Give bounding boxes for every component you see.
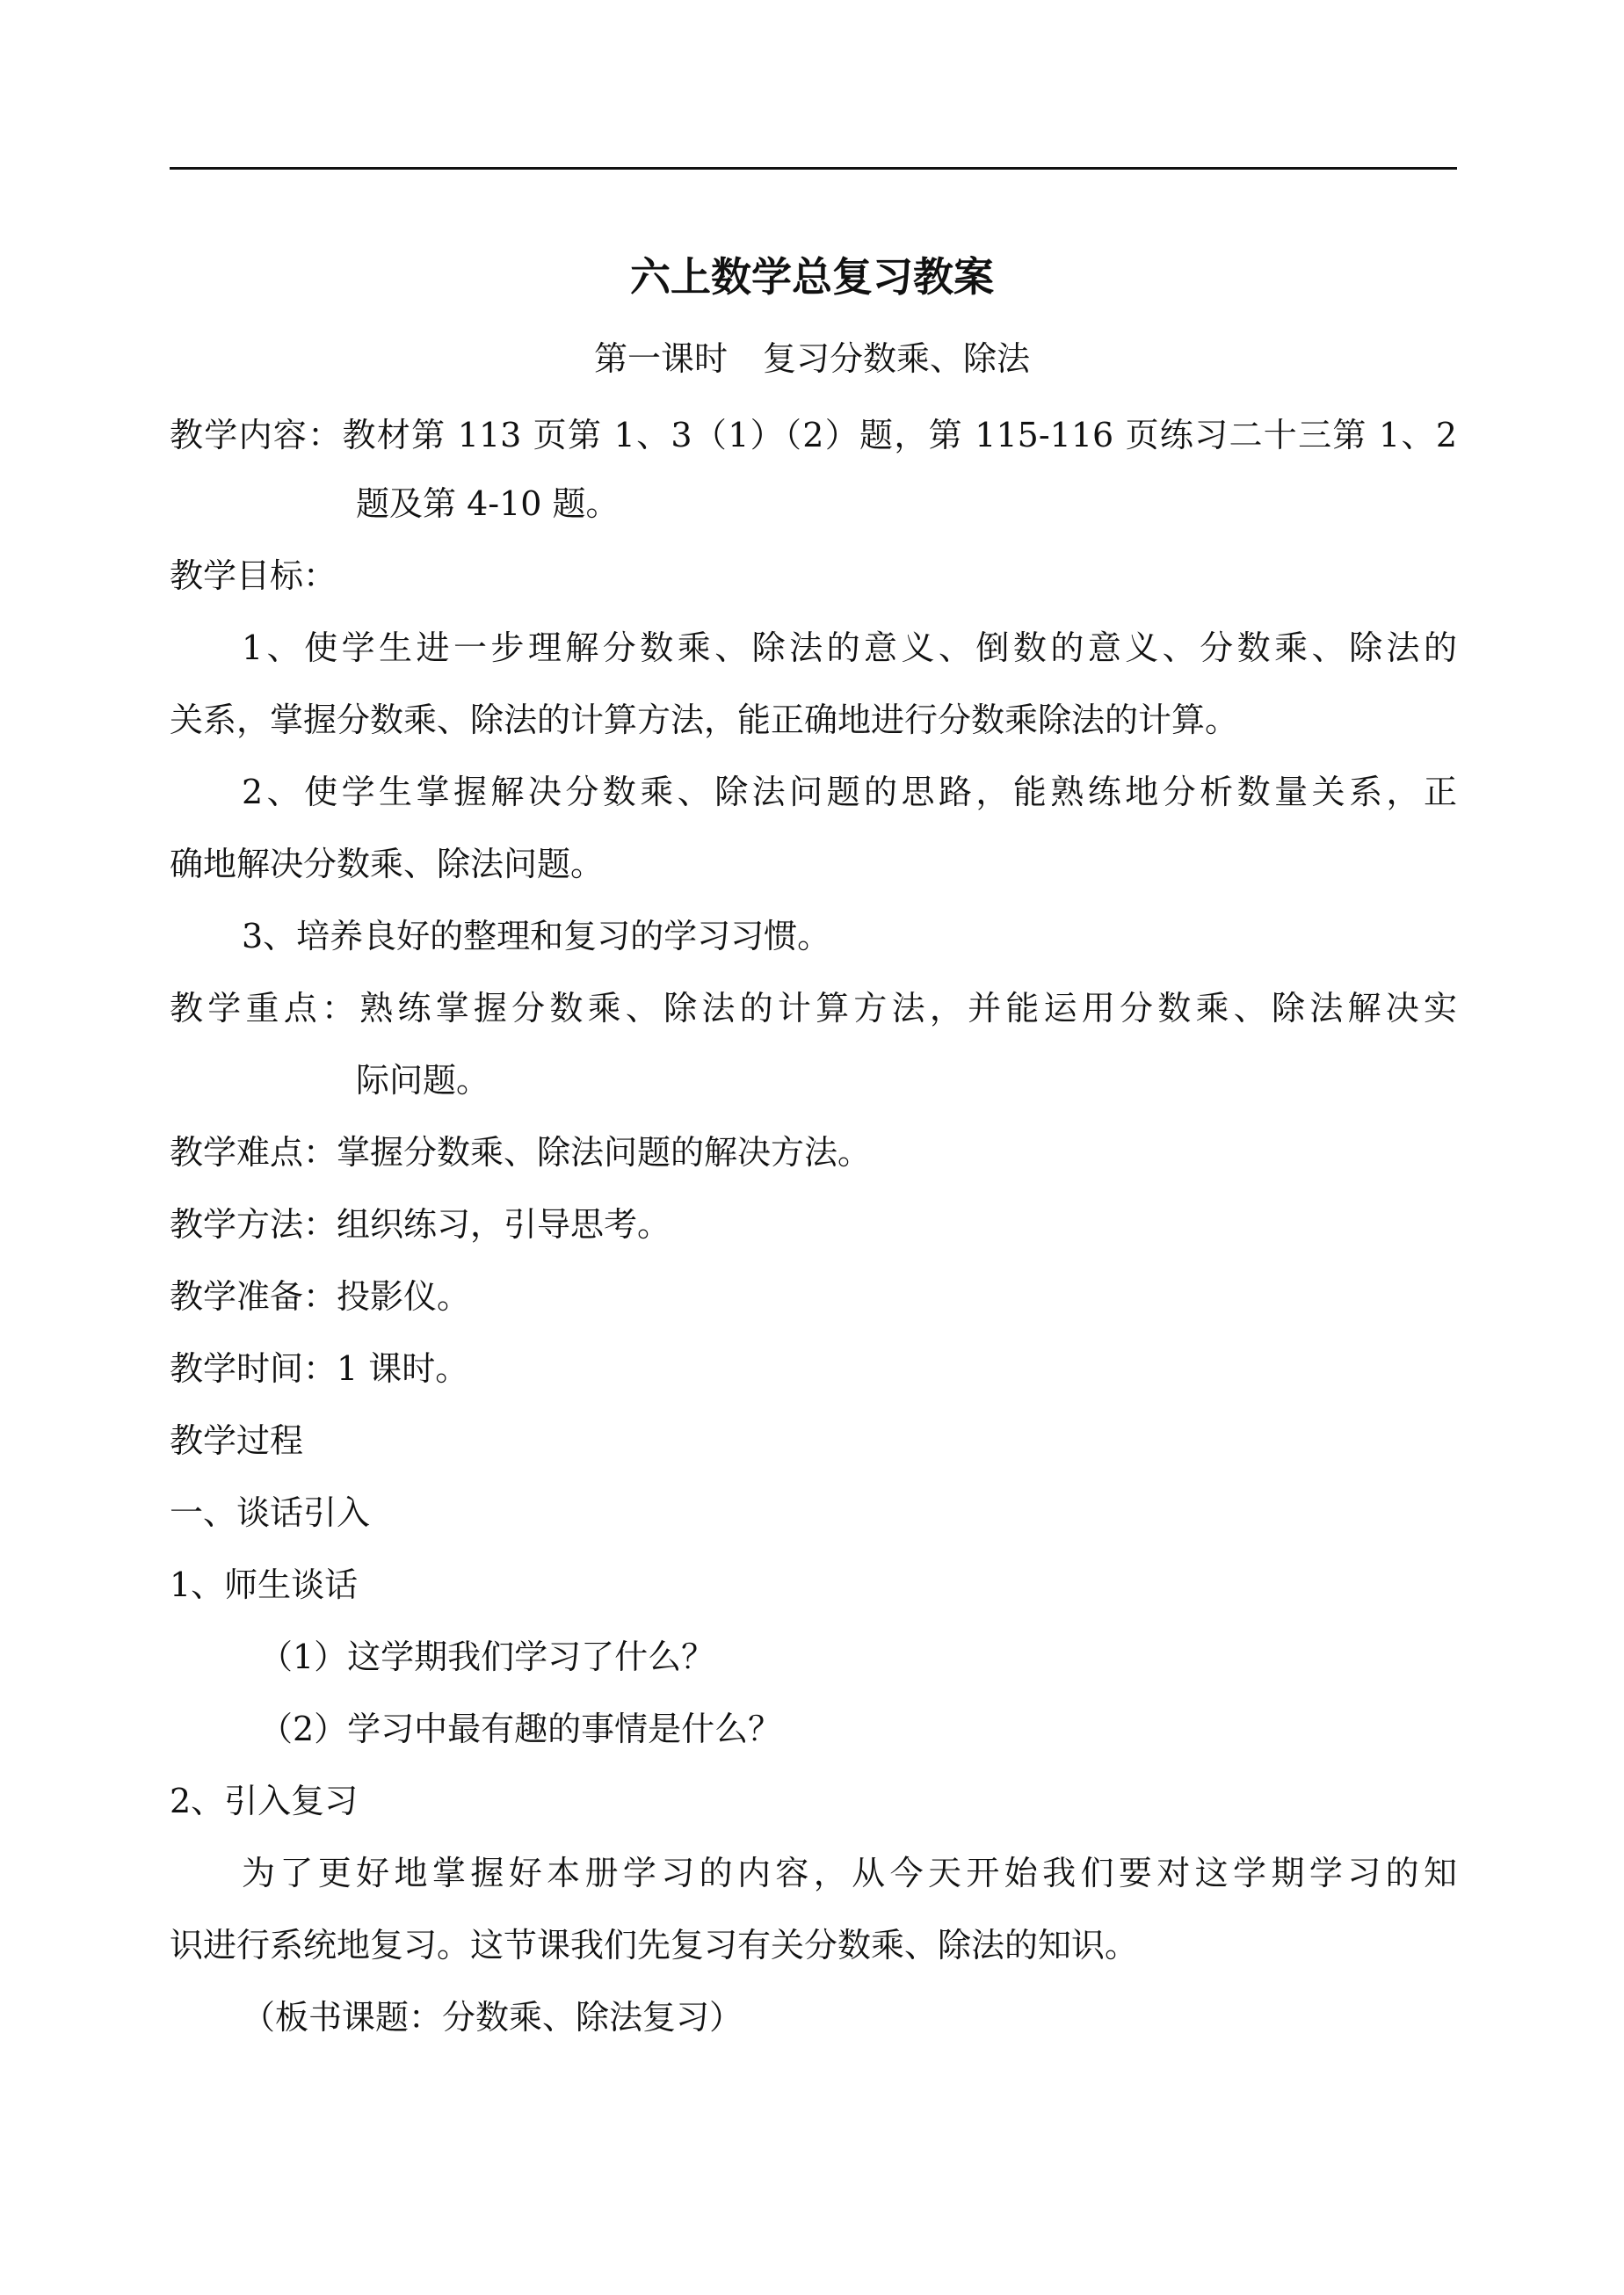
board-title-note: （板书课题：分数乘、除法复习） — [242, 1998, 743, 2037]
review-paragraph-line1: 为了更好地掌握好本册学习的内容，从今天开始我们要对这学期学习的知 — [242, 1854, 1457, 1892]
teaching-difficulty: 教学难点：掌握分数乘、除法问题的解决方法。 — [170, 1133, 872, 1172]
document-title: 六上数学总复习教案 — [630, 253, 994, 301]
goal-2-line1: 2、使学生掌握解决分数乘、除法问题的思路，能熟练地分析数量关系，正 — [242, 773, 1457, 811]
goal-2-line2: 确地解决分数乘、除法问题。 — [170, 845, 605, 883]
key-points-line1: 教学重点：熟练掌握分数乘、除法的计算方法，并能运用分数乘、除法解决实 — [170, 989, 1457, 1028]
teaching-goals-label: 教学目标： — [170, 556, 337, 595]
goal-1-line1: 1、使学生进一步理解分数乘、除法的意义、倒数的意义、分数乘、除法的 — [242, 628, 1457, 667]
teaching-content-line1: 教学内容：教材第 113 页第 1、3（1）（2）题，第 115-116 页练习二十三第 1、2 — [170, 416, 1457, 454]
goal-3-line1: 3、培养良好的整理和复习的学习习惯。 — [242, 917, 831, 955]
review-paragraph-line2: 识进行系统地复习。这节课我们先复习有关分数乘、除法的知识。 — [170, 1926, 1139, 1965]
teaching-preparation: 教学准备：投影仪。 — [170, 1277, 471, 1316]
question-1: （1）这学期我们学习了什么？ — [259, 1638, 715, 1676]
goal-1-line2: 关系，掌握分数乘、除法的计算方法，能正确地进行分数乘除法的计算。 — [170, 701, 1239, 739]
key-points-line2: 际问题。 — [356, 1061, 490, 1100]
section-1-heading: 一、谈话引入 — [170, 1493, 371, 1532]
header-rule — [170, 167, 1457, 170]
teaching-content-line2: 题及第 4-10 题。 — [356, 484, 620, 523]
subsection-1-heading: 1、师生谈话 — [170, 1565, 359, 1604]
subsection-2-heading: 2、引入复习 — [170, 1782, 359, 1820]
teaching-time: 教学时间：1 课时。 — [170, 1349, 469, 1388]
teaching-process-label: 教学过程 — [170, 1421, 304, 1460]
lesson-subtitle — [0, 323, 1624, 394]
lesson-topic: 复习分数乘、除法 — [763, 339, 1031, 378]
teaching-method: 教学方法：组织练习，引导思考。 — [170, 1205, 671, 1244]
lesson-period: 第一课时 — [593, 339, 728, 378]
question-2: （2）学习中最有趣的事情是什么？ — [259, 1710, 782, 1748]
